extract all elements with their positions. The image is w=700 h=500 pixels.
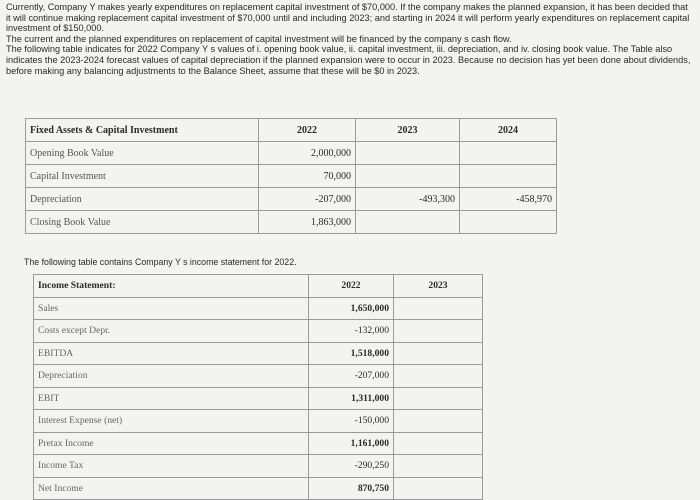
table-cell xyxy=(394,432,483,455)
table-row xyxy=(34,297,483,320)
intro-paragraph-2: The current and the planned expenditures on replacement of capital investment will be financed by the company s cash flow. xyxy=(6,33,512,44)
row-label: Depreciation xyxy=(34,365,309,388)
row-label: Costs except Depr. xyxy=(34,320,309,343)
table-cell: 1,650,000 xyxy=(309,297,394,320)
column-header: 2024 xyxy=(460,119,557,142)
table-row xyxy=(34,387,483,410)
table-cell xyxy=(394,477,483,500)
column-header: Fixed Assets & Capital Investment xyxy=(26,119,259,142)
column-header: Income Statement: xyxy=(34,275,309,298)
row-label: Interest Expense (net) xyxy=(34,410,309,433)
row-label: Depreciation xyxy=(26,188,259,211)
table-cell: 2,000,000 xyxy=(259,142,356,165)
table-cell: 1,518,000 xyxy=(309,342,394,365)
table-row xyxy=(26,165,557,188)
table-row xyxy=(26,142,557,165)
fixed-assets-table xyxy=(25,118,557,234)
table-cell: -132,000 xyxy=(309,320,394,343)
income-statement-caption: The following table contains Company Y s income statement for 2022. xyxy=(24,257,297,267)
table-cell: 70,000 xyxy=(259,165,356,188)
table-cell xyxy=(460,211,557,234)
column-header: 2022 xyxy=(259,119,356,142)
table-cell xyxy=(394,410,483,433)
table-row xyxy=(34,320,483,343)
row-label: EBITDA xyxy=(34,342,309,365)
table-cell xyxy=(394,297,483,320)
table-cell xyxy=(394,342,483,365)
column-header: 2022 xyxy=(309,275,394,298)
table-cell xyxy=(394,455,483,478)
table-row xyxy=(34,477,483,500)
row-label: Closing Book Value xyxy=(26,211,259,234)
table-cell xyxy=(394,365,483,388)
table-cell xyxy=(460,165,557,188)
table-row xyxy=(26,188,557,211)
column-header: 2023 xyxy=(394,275,483,298)
table-cell: 1,311,000 xyxy=(309,387,394,410)
table-header-row xyxy=(34,275,483,298)
row-label: Opening Book Value xyxy=(26,142,259,165)
table-cell: -150,000 xyxy=(309,410,394,433)
table-cell: -290,250 xyxy=(309,455,394,478)
column-header: 2023 xyxy=(356,119,460,142)
table-row xyxy=(34,455,483,478)
row-label: Sales xyxy=(34,297,309,320)
table-cell: -207,000 xyxy=(309,365,394,388)
table-header-row xyxy=(26,119,557,142)
problem-text xyxy=(6,2,692,76)
table-cell xyxy=(356,165,460,188)
table-cell xyxy=(460,142,557,165)
table-row xyxy=(34,432,483,455)
intro-paragraph-1: Currently, Company Y makes yearly expenditures on replacement capital investment of $70,000. If the company makes the planned expansion, it has been decided that it will continue making replacement capital investment of $70,000 until and including 2023; and starting in 2024 it will perform yearly expenditures on replacement capital investment of $150,000. xyxy=(6,2,690,34)
table-cell: 1,863,000 xyxy=(259,211,356,234)
row-label: Pretax Income xyxy=(34,432,309,455)
row-label: Capital Investment xyxy=(26,165,259,188)
table-row xyxy=(26,211,557,234)
table-row xyxy=(34,342,483,365)
table-cell: -493,300 xyxy=(356,188,460,211)
table-cell: 870,750 xyxy=(309,477,394,500)
table-cell: -207,000 xyxy=(259,188,356,211)
table-row xyxy=(34,365,483,388)
row-label: Income Tax xyxy=(34,455,309,478)
table-cell xyxy=(356,211,460,234)
row-label: EBIT xyxy=(34,387,309,410)
table-cell xyxy=(356,142,460,165)
intro-paragraph-3: The following table indicates for 2022 Company Y s values of i. opening book value, ii. capital investment, iii. depreciation, and iv. closing book value. The Table also indicates the 2023-2024 forecast values of capital depreciation if the planned expansion were to occur in 2023. Because no decision has yet been done about dividends, before making any balancing adjustments to the Balance Sheet, assume that these will be $0 in 2023. xyxy=(6,44,691,76)
table-row xyxy=(34,410,483,433)
table-cell: -458,970 xyxy=(460,188,557,211)
income-statement-table xyxy=(33,274,483,500)
row-label: Net Income xyxy=(34,477,309,500)
table-cell: 1,161,000 xyxy=(309,432,394,455)
table-cell xyxy=(394,387,483,410)
table-cell xyxy=(394,320,483,343)
